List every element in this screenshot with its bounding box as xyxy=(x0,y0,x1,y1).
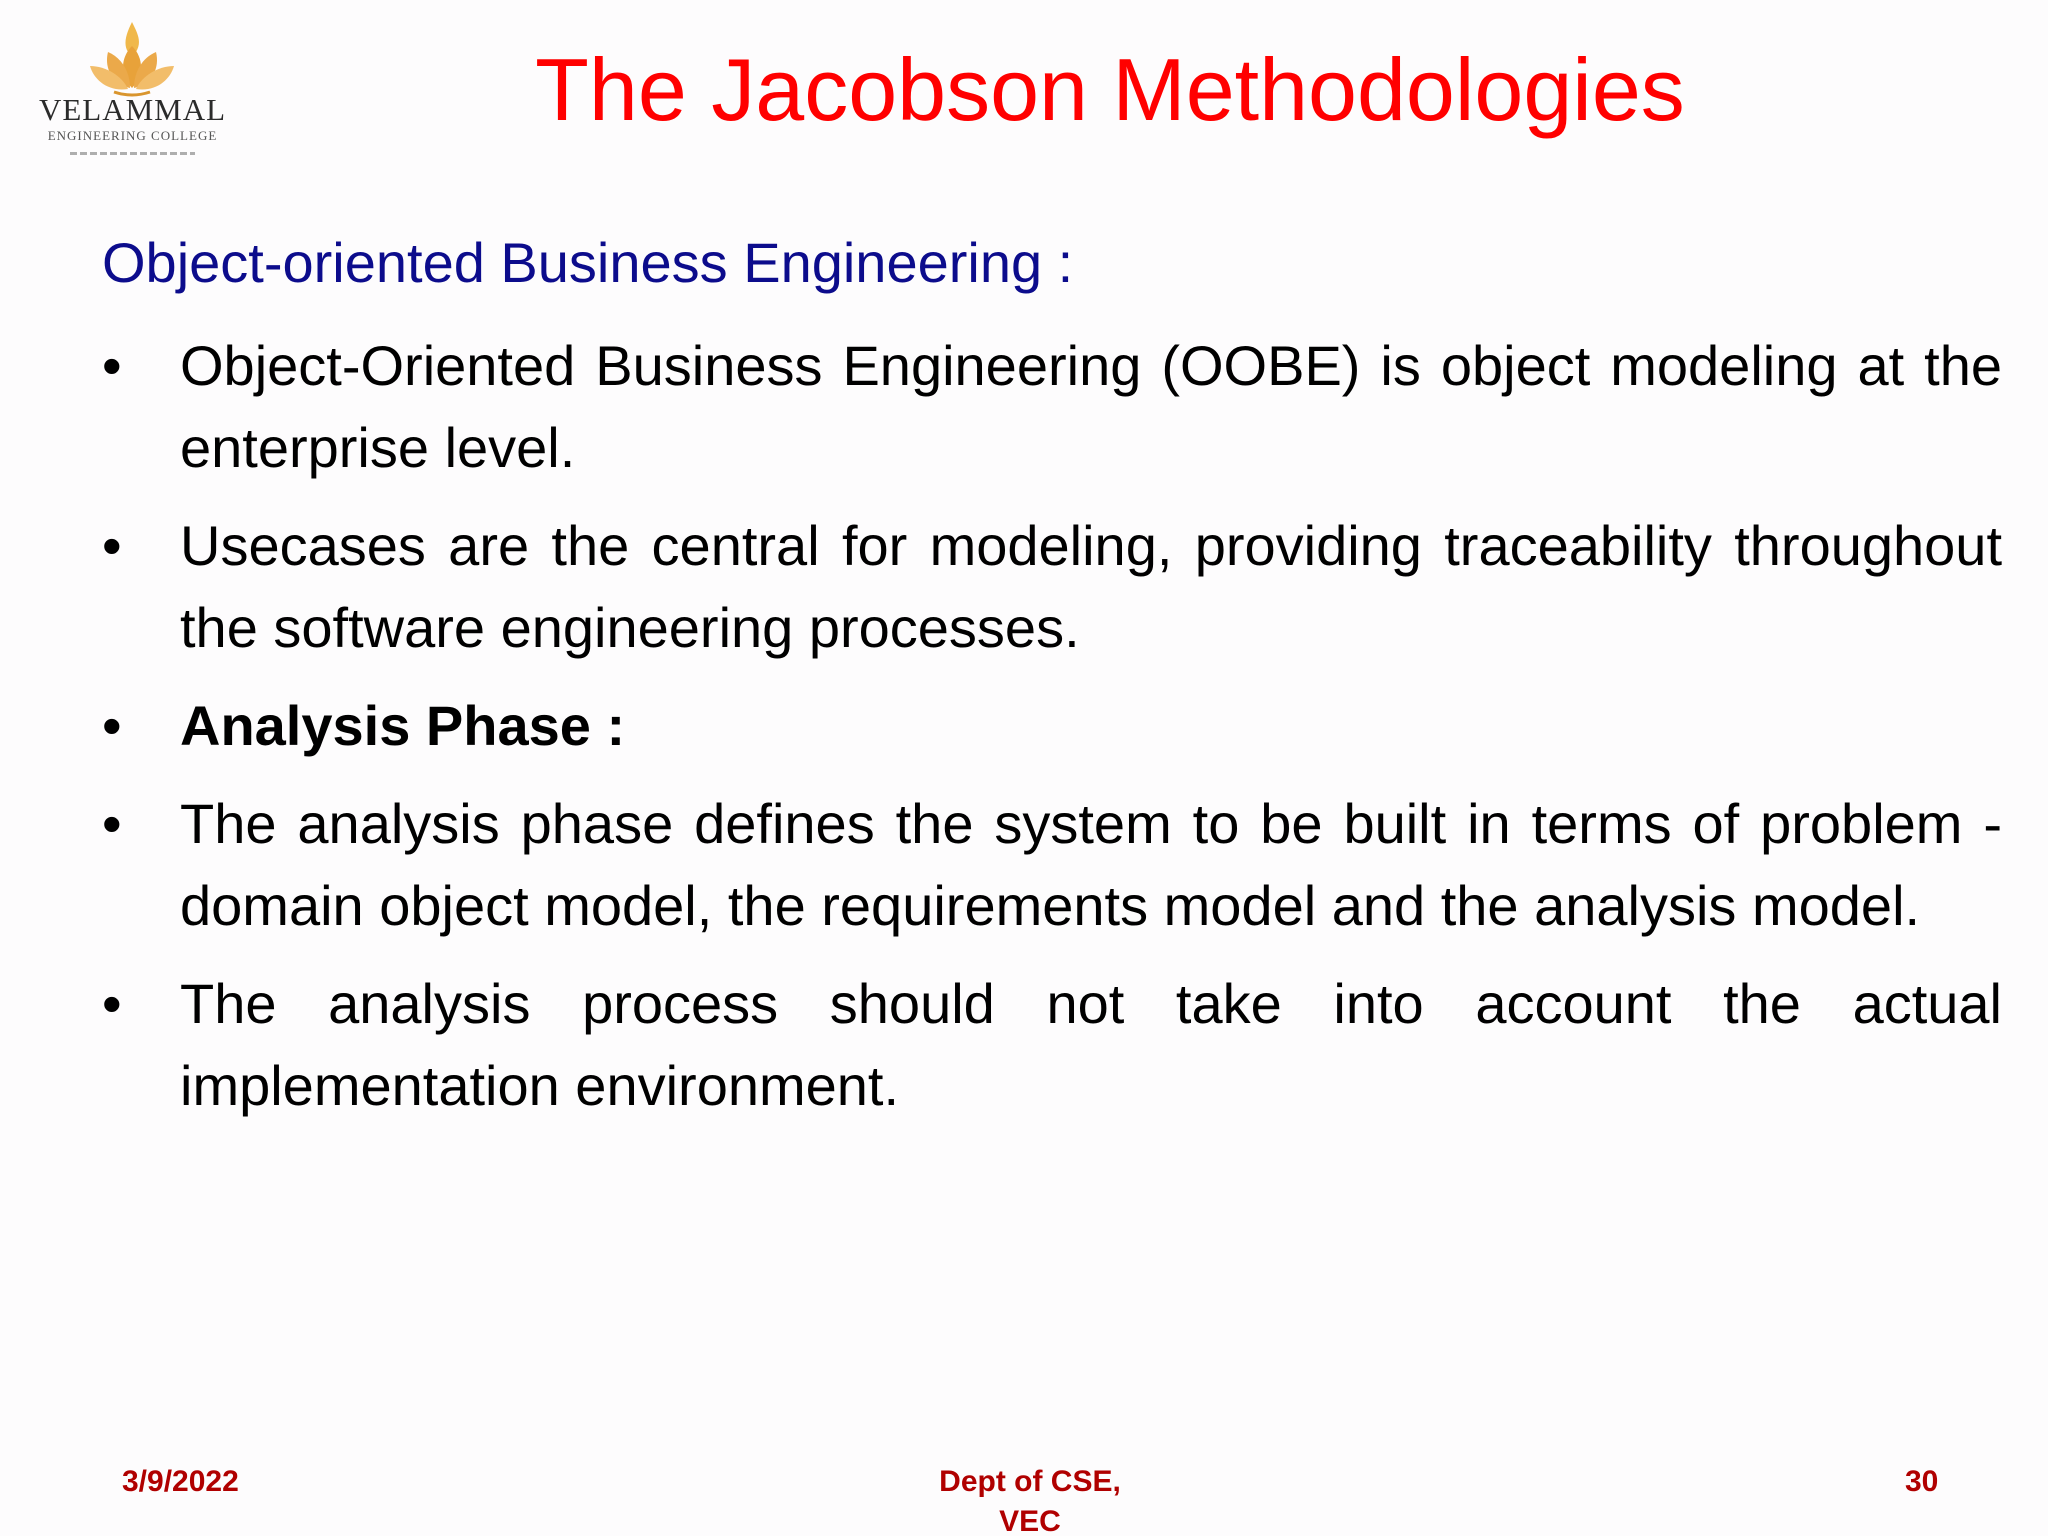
bullet-item xyxy=(102,325,2002,489)
footer-date: 3/9/2022 xyxy=(122,1465,239,1498)
logo-subtitle: ENGINEERING COLLEGE xyxy=(47,128,218,143)
college-logo xyxy=(30,18,235,168)
bullet-text: Usecases are the central for modeling, providing traceability throughout the software engineering processes. xyxy=(180,514,2002,659)
bullet-item xyxy=(102,783,2002,947)
logo-tagline-decoration xyxy=(70,152,195,155)
bullet-item xyxy=(102,505,2002,669)
slide-title: The Jacobson Methodologies xyxy=(535,40,1685,139)
bullet-item xyxy=(102,685,2002,767)
bullet-icon: • xyxy=(102,972,122,1035)
bullet-list xyxy=(102,325,2002,1143)
bullet-icon: • xyxy=(102,334,122,397)
bullet-item xyxy=(102,963,2002,1127)
logo-name: VELAMMAL xyxy=(38,92,227,127)
bullet-icon: • xyxy=(102,694,122,757)
bullet-heading-text: Analysis Phase : xyxy=(180,694,626,757)
footer-department: Dept of CSE, VEC xyxy=(939,1465,1121,1536)
bullet-icon: • xyxy=(102,792,122,855)
slide-subtitle: Object-oriented Business Engineering : xyxy=(102,231,1074,294)
bullet-text: The analysis phase defines the system to be built in terms of problem - domain object model, the requirements model and the analysis model. xyxy=(180,792,2002,937)
footer-page-number: 30 xyxy=(1905,1465,1939,1498)
bullet-icon: • xyxy=(102,514,122,577)
bullet-text: Object-Oriented Business Engineering (OOBE) is object modeling at the enterprise level. xyxy=(180,334,2002,479)
lotus-flame-icon xyxy=(30,18,235,98)
bullet-text: The analysis process should not take into account the actual implementation environment. xyxy=(180,972,2002,1117)
